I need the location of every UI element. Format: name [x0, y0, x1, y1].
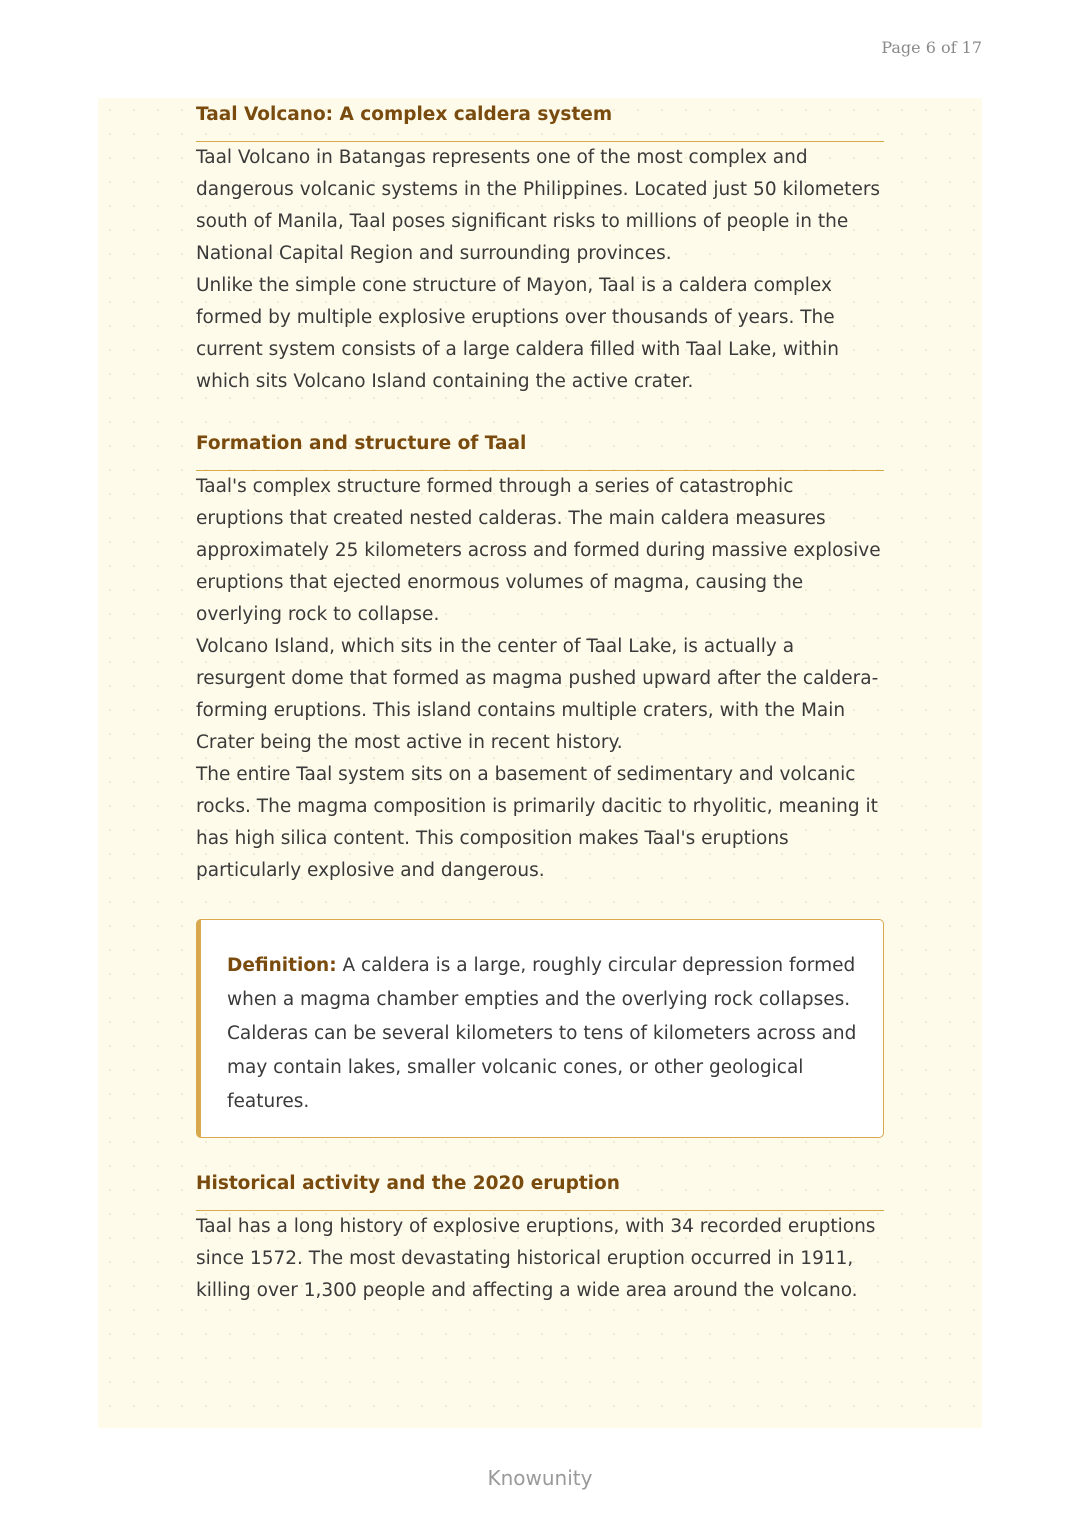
paragraph: Taal has a long history of explosive eruptions, with 34 recorded eruptions since 1572. The most devastating historical eruption occurred in 1911, killing over 1,300 people and affecting a wide area around the volcano.: [196, 1216, 876, 1301]
footer-brand-logo: Knowunity: [487, 1466, 593, 1490]
definition-body: A caldera is a large, roughly circular depression formed when a magma chamber empties and the overlying rock collapses. Calderas can be several kilometers to tens of kilometers across and may contain lakes, smaller volcanic cones, or other geological features.: [227, 955, 857, 1112]
paragraph: Unlike the simple cone structure of Mayon, Taal is a caldera complex formed by multiple explosive eruptions over thousands of years. The current system consists of a large caldera filled with Taal Lake, within which sits Volcano Island containing the active crater.: [196, 275, 840, 392]
paragraph: Taal's complex structure formed through a series of catastrophic eruptions that created nested calderas. The main caldera measures approximately 25 kilometers across and formed during massive explosive eruptions that ejected enormous volumes of magma, causing the overlying rock to collapse.: [196, 476, 881, 625]
section-heading-taal-caldera: Taal Volcano: A complex caldera system: [196, 103, 884, 142]
definition-text: [227, 949, 857, 1119]
paragraph: Volcano Island, which sits in the center of Taal Lake, is actually a resurgent dome that formed as magma pushed upward after the caldera-forming eruptions. This island contains multiple craters, with the Main Crater being the most active in recent history.: [196, 636, 879, 753]
paragraph: The entire Taal system sits on a basement of sedimentary and volcanic rocks. The magma composition is primarily dacitic to rhyolitic, meaning it has high silica content. This composition makes Taal's eruptions particularly explosive and dangerous.: [196, 764, 878, 881]
document-content: [196, 98, 884, 1307]
definition-box: [196, 919, 884, 1138]
page-number: Page 6 of 17: [881, 38, 982, 57]
section-heading-historical-activity: Historical activity and the 2020 eruption: [196, 1172, 884, 1211]
section-heading-formation: Formation and structure of Taal: [196, 432, 884, 471]
paragraph: Taal Volcano in Batangas represents one of the most complex and dangerous volcanic systems in the Philippines. Located just 50 kilometers south of Manila, Taal poses significant risks to millions of people in the National Capital Region and surrounding provinces.: [196, 147, 881, 264]
definition-label: Definition:: [227, 955, 337, 976]
document-page: [98, 98, 982, 1428]
